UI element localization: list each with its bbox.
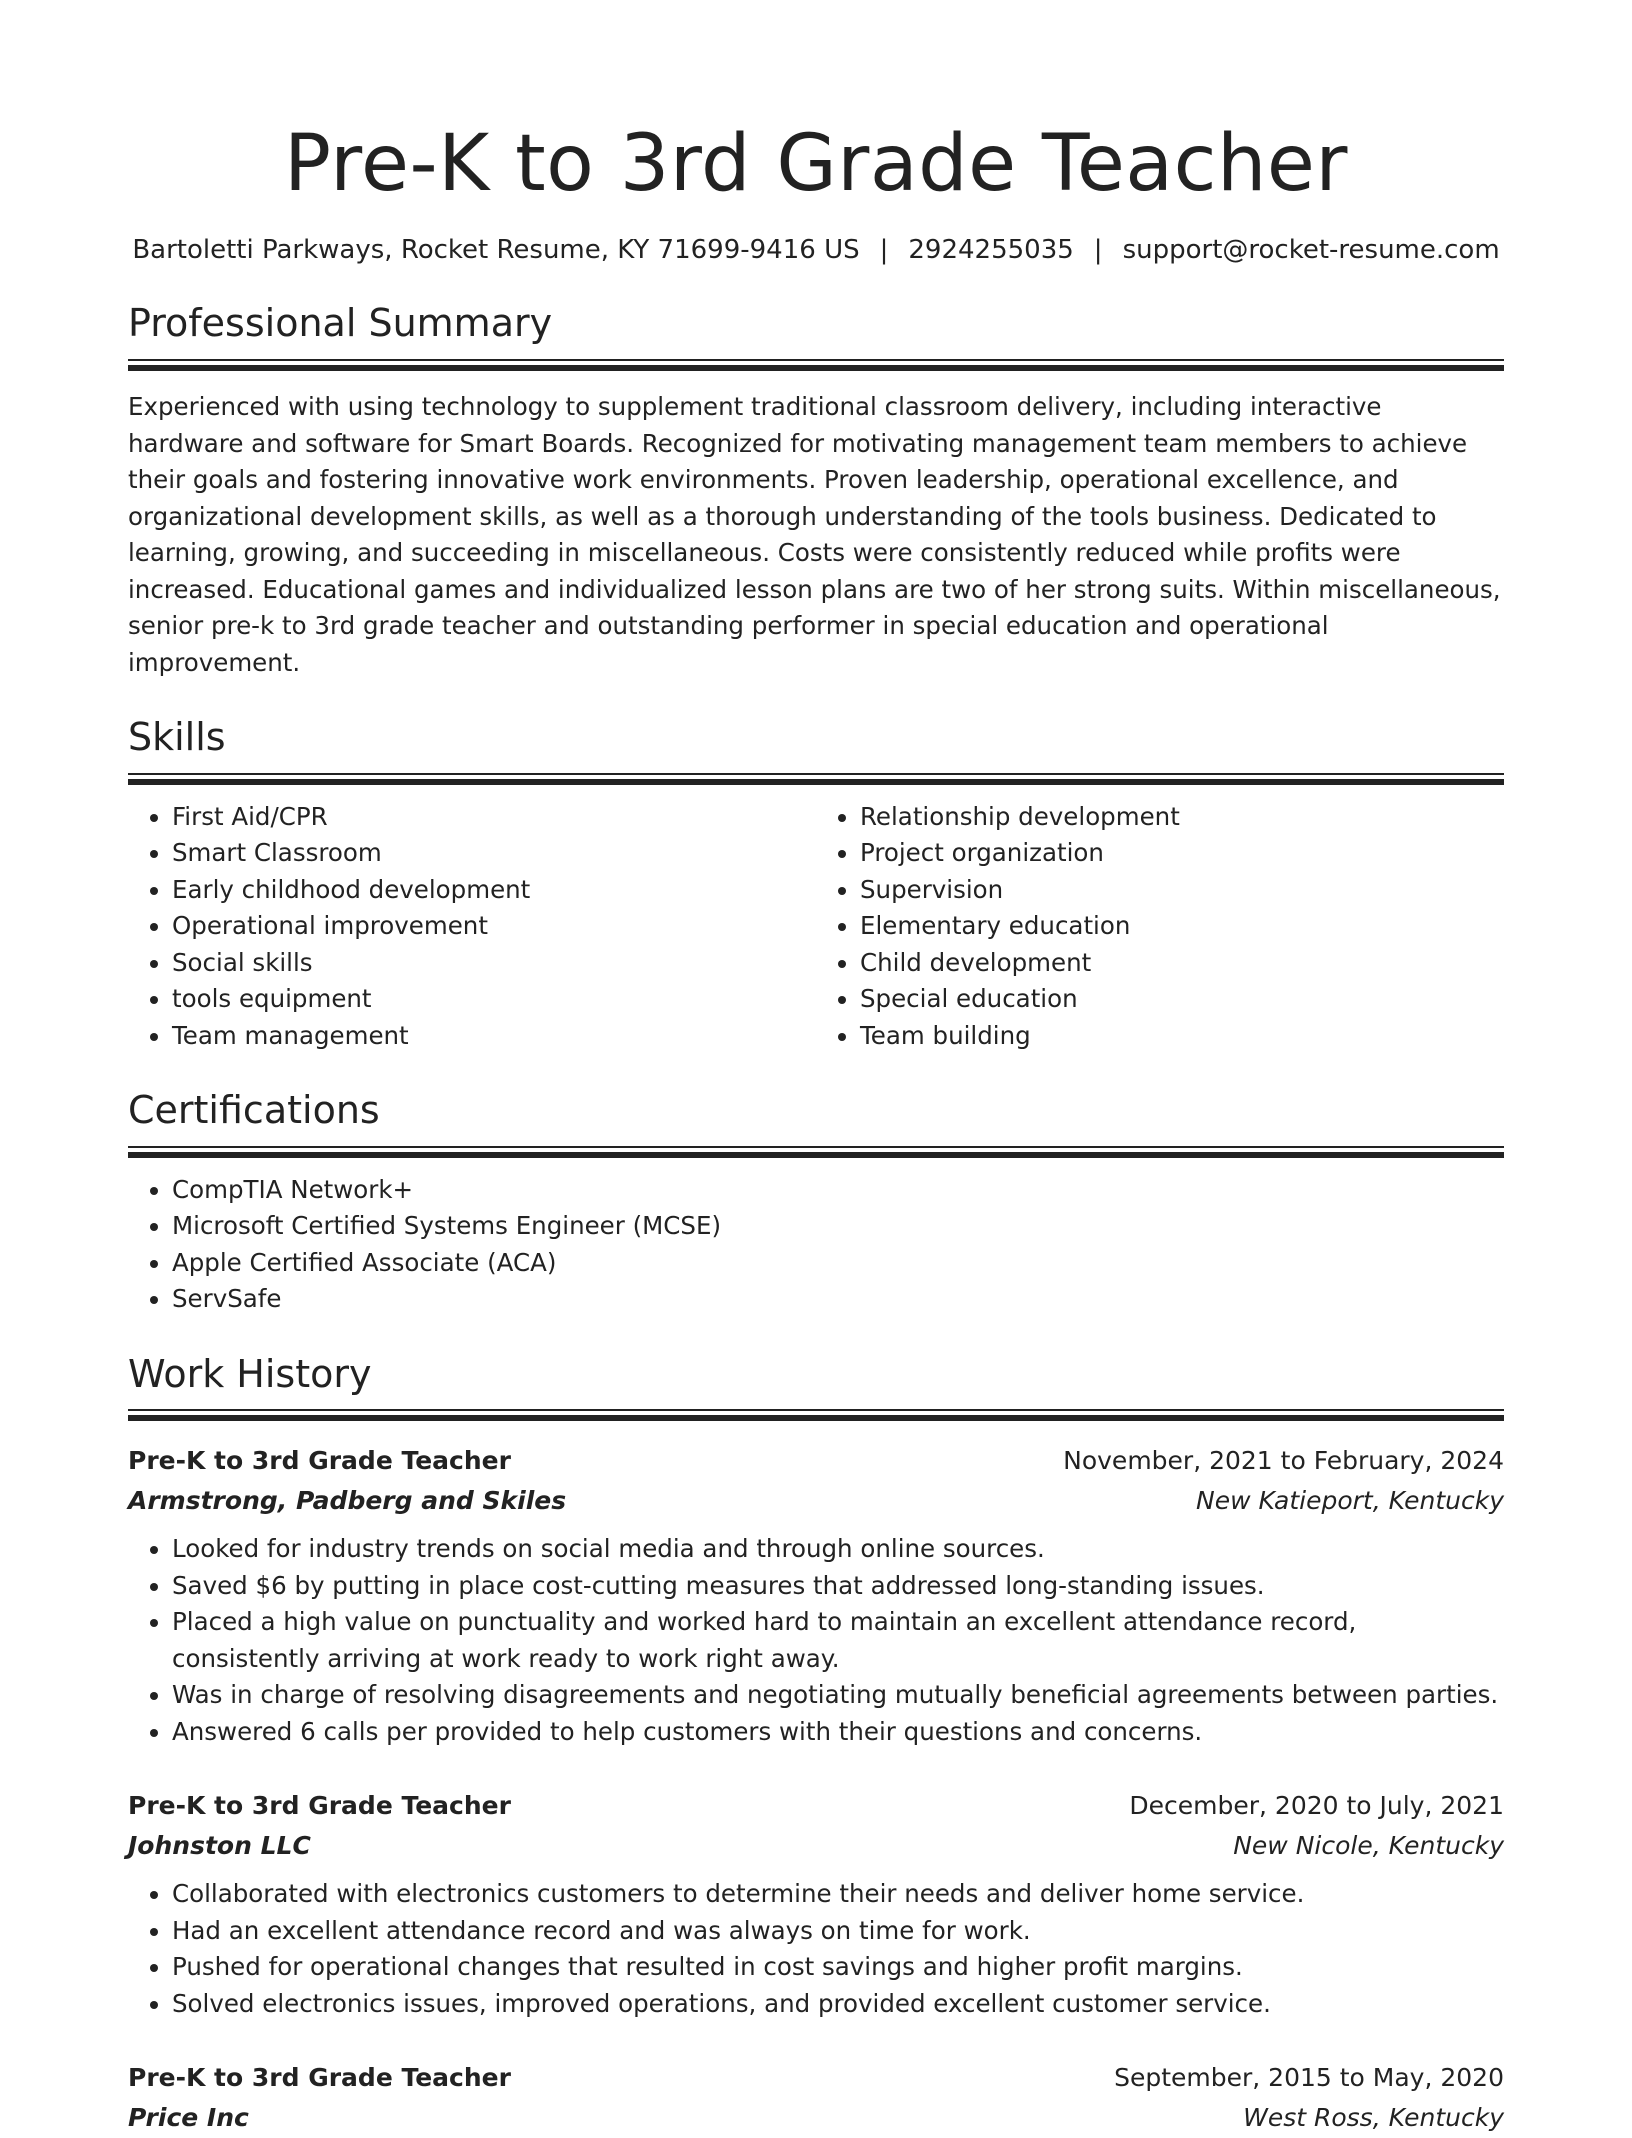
contact-line [128, 234, 1504, 268]
skill-item: • Early childhood development [172, 872, 816, 909]
skill-item: • Team management [172, 1018, 816, 1055]
skills-section [128, 715, 1504, 1054]
job-title: Pre-K to 3rd Grade Teacher [128, 2063, 511, 2093]
summary-section [128, 301, 1504, 681]
summary-heading: Professional Summary [128, 301, 553, 346]
job-bullet: • Solved electronics issues, improved operations, and provided excellent customer service. [172, 1986, 1504, 2023]
job-bullets [128, 1876, 1504, 2022]
job-bullet: • Collaborated with electronics customers to determine their needs and deliver home service. [172, 1876, 1504, 1913]
section-divider [128, 1409, 1504, 1421]
certification-item: • ServSafe [172, 1281, 1504, 1318]
certification-item: • CompTIA Network+ [172, 1172, 1504, 1209]
skills-list-right [816, 799, 1504, 1055]
job-company: Armstrong, Padberg and Skiles [128, 1486, 567, 1516]
section-divider [128, 359, 1504, 371]
skill-item: • Relationship development [860, 799, 1504, 836]
job-bullet: • Answered 6 calls per provided to help customers with their questions and concerns. [172, 1714, 1504, 1751]
skill-item: • Supervision [860, 872, 1504, 909]
certifications-heading: Certifications [128, 1088, 380, 1133]
work-history-heading: Work History [128, 1351, 372, 1396]
summary-text: Experienced with using technology to supplement traditional classroom delivery, including interactive hardware and software for Smart Boards. Recognized for motivating management team members to achieve their goals and fostering innovative work environments. Proven leadership, operational excellence, and organizational development skills, as well as a thorough understanding of the tools business. Dedicated to learning, growing, and succeeding in miscellaneous. Costs were consistently reduced while profits were increased. Educational games and individualized lesson plans are two of her strong suits. Within miscellaneous, senior pre-k to 3rd grade teacher and outstanding performer in special education and operational improvement. [128, 392, 1501, 677]
job-bullets [128, 1531, 1504, 1750]
job-location: West Ross, Kentucky [1243, 2103, 1504, 2133]
skill-item: • Child development [860, 945, 1504, 982]
contact-separator: | [879, 234, 889, 265]
certifications-list [128, 1172, 1504, 1318]
job-location: New Katieport, Kentucky [1196, 1486, 1504, 1516]
skills-columns [128, 785, 1504, 1055]
skill-item: • First Aid/CPR [172, 799, 816, 836]
job-company: Price Inc [128, 2103, 249, 2133]
certification-item: • Microsoft Certified Systems Engineer (MCSE) [172, 1208, 1504, 1245]
job-dates: September, 2015 to May, 2020 [1114, 2063, 1504, 2093]
resume-name: Pre-K to 3rd Grade Teacher [284, 119, 1348, 209]
jobs-list [128, 1441, 1504, 2138]
section-divider [128, 1146, 1504, 1158]
certification-item: • Apple Certified Associate (ACA) [172, 1245, 1504, 1282]
job-title: Pre-K to 3rd Grade Teacher [128, 1791, 511, 1821]
job-bullet: • Saved $6 by putting in place cost-cutting measures that addressed long-standing issues. [172, 1568, 1504, 1605]
job-location: New Nicole, Kentucky [1233, 1831, 1504, 1861]
job-dates: December, 2020 to July, 2021 [1129, 1791, 1504, 1821]
job-bullet: • Had an excellent attendance record and was always on time for work. [172, 1913, 1504, 1950]
skill-item: • Special education [860, 981, 1504, 1018]
contact-separator: | [1093, 234, 1103, 265]
skill-item: • Elementary education [860, 908, 1504, 945]
job-bullet: • Was in charge of resolving disagreements and negotiating mutually beneficial agreements between parties. [172, 1677, 1504, 1714]
job-entry [128, 2058, 1504, 2138]
skill-item: • Project organization [860, 835, 1504, 872]
contact-address: Bartoletti Parkways, Rocket Resume, KY 71699-9416 US [132, 234, 860, 265]
job-bullet: • Placed a high value on punctuality and worked hard to maintain an excellent attendance record, consistently arriving at work ready to work right away. [172, 1604, 1504, 1677]
job-company: Johnston LLC [128, 1831, 311, 1861]
skill-item: • Social skills [172, 945, 816, 982]
skills-list-left [128, 799, 816, 1055]
job-bullet: • Looked for industry trends on social media and through online sources. [172, 1531, 1504, 1568]
job-bullet: • Pushed for operational changes that resulted in cost savings and higher profit margins. [172, 1949, 1504, 1986]
skill-item: • Smart Classroom [172, 835, 816, 872]
job-entry [128, 1441, 1504, 1750]
certifications-section [128, 1088, 1504, 1318]
job-dates: November, 2021 to February, 2024 [1063, 1446, 1504, 1476]
skills-heading: Skills [128, 715, 226, 760]
skill-item: • Team building [860, 1018, 1504, 1055]
skill-item: • Operational improvement [172, 908, 816, 945]
job-title: Pre-K to 3rd Grade Teacher [128, 1446, 511, 1476]
contact-phone: 2924255035 [908, 234, 1074, 265]
job-entry [128, 1786, 1504, 2022]
section-divider [128, 773, 1504, 785]
skill-item: • tools equipment [172, 981, 816, 1018]
contact-email: support@rocket-resume.com [1122, 234, 1500, 265]
work-history-section [128, 1352, 1504, 2138]
